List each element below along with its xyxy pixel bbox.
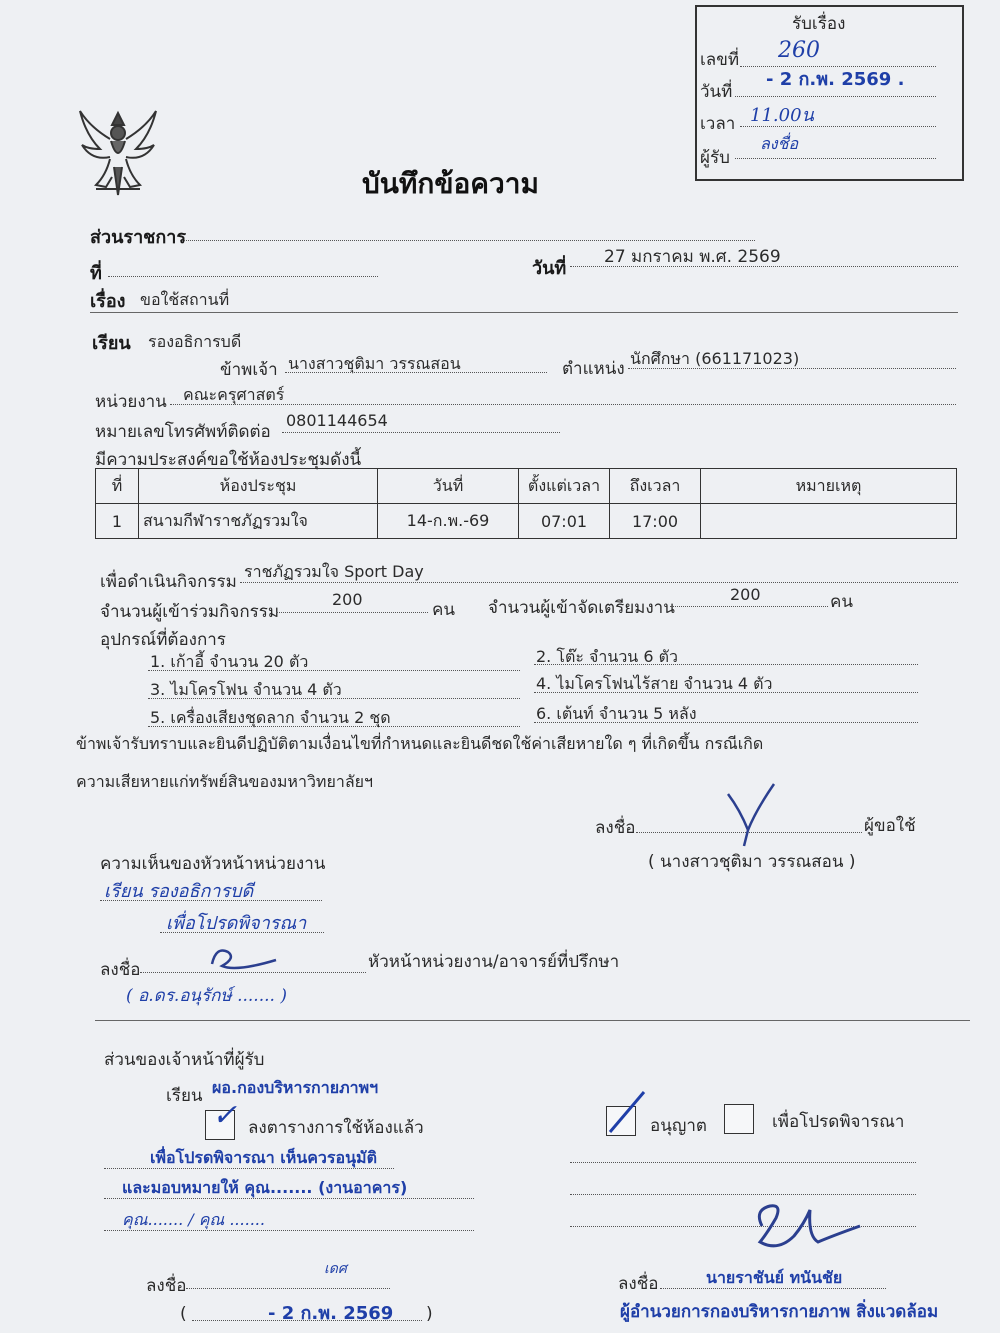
equipment-item: 1. เก้าอี้ จำนวน 20 ตัว [150, 652, 309, 671]
participants-value: 200 [332, 590, 363, 609]
agreement-line-1: ข้าพเจ้ารับทราบและยินดีปฏิบัติตามเงื่อนไขที่กำหนดและยินดีชดใช้ค่าเสียหายใด ๆ ที่เกิดขึ้น กรณีเกิด [76, 734, 764, 753]
staff-unit: คน [830, 592, 853, 612]
schedule-label: ลงตารางการใช้ห้องแล้ว [248, 1118, 424, 1138]
table-header: ถึงเวลา [610, 469, 701, 504]
officer-date-value: - 2 ก.พ. 2569 [268, 1303, 394, 1324]
head-role: หัวหน้าหน่วยงาน/อาจารย์ที่ปรึกษา [368, 952, 620, 972]
unit-value: คณะครุศาสตร์ [183, 385, 285, 404]
staff-label: จำนวนผู้เข้าจัดเตรียมงาน [488, 598, 675, 618]
activity-value: ราชภัฏรวมใจ Sport Day [244, 562, 424, 581]
head-opinion-line-2: เพื่อโปรดพิจารณา [166, 913, 307, 934]
to-label: เรียน [92, 333, 131, 354]
officer-note-line-2: และมอบหมายให้ คุณ....... (งานอาคาร) [122, 1178, 408, 1197]
officer-date-close-paren: ) [426, 1304, 433, 1324]
staff-value: 200 [730, 585, 761, 604]
table-cell: 14-ก.พ.-69 [378, 504, 519, 539]
director-name: นายราชันย์ ทนันชัย [706, 1268, 843, 1287]
participants-label: จำนวนผู้เข้าร่วมกิจกรรม [100, 602, 280, 622]
receipt-date-label: วันที่ [700, 82, 733, 102]
memo-title: บันทึกข้อความ [362, 167, 539, 200]
table-cell: 07:01 [519, 504, 610, 539]
head-name: ( อ.ดร.อนุรักษ์ ....... ) [126, 986, 287, 1006]
table-cell [701, 504, 957, 539]
head-opinion-line-1: เรียน รองอธิการบดี [104, 881, 254, 902]
agency-label: ส่วนราชการ [90, 227, 187, 248]
receipt-receiver-label: ผู้รับ [700, 148, 730, 168]
participants-unit: คน [432, 600, 455, 620]
approve-label: อนุญาต [650, 1116, 707, 1136]
unit-label: หน่วยงาน [95, 392, 167, 412]
requester-sign-label: ลงชื่อ [595, 818, 636, 838]
subject-label: เรื่อง [90, 291, 126, 312]
equipment-item: 3. ไมโครโฟน จำนวน 4 ตัว [150, 680, 342, 699]
table-header-row [96, 469, 957, 504]
phone-value: 0801144654 [286, 411, 388, 430]
head-sign-label: ลงชื่อ [100, 960, 141, 980]
receipt-number-label: เลขที่ [700, 50, 740, 70]
applicant-position-value: นักศึกษา (661171023) [630, 349, 800, 368]
memo-date-value: 27 มกราคม พ.ศ. 2569 [604, 247, 781, 267]
room-request-table [95, 468, 957, 539]
receipt-receiver-signature: ลงชื่อ [760, 134, 799, 153]
applicant-name-label: ข้าพเจ้า [220, 360, 278, 380]
receipt-number-value: 260 [778, 38, 820, 63]
table-header: ตั้งแต่เวลา [519, 469, 610, 504]
receipt-time-label: เวลา [700, 114, 736, 134]
purpose-intro: มีความประสงค์ขอใช้ห้องประชุมดังนี้ [95, 450, 362, 470]
consider-checkbox[interactable] [724, 1104, 754, 1134]
officer-section-label: ส่วนของเจ้าหน้าที่ผู้รับ [104, 1050, 265, 1070]
officer-note-line-3: คุณ....... / คุณ ....... [122, 1210, 265, 1229]
table-cell: 17:00 [610, 504, 701, 539]
equipment-item: 5. เครื่องเสียงชุดลาก จำนวน 2 ชุด [150, 708, 391, 727]
director-signature-mark [748, 1196, 868, 1262]
ref-label: ที่ [90, 263, 102, 284]
phone-label: หมายเลขโทรศัพท์ติดต่อ [95, 422, 271, 442]
table-row [96, 504, 957, 539]
table-header: ที่ [96, 469, 139, 504]
consider-label: เพื่อโปรดพิจารณา [772, 1112, 905, 1132]
officer-date-open-paren: ( [180, 1304, 187, 1324]
table-header: หมายเหตุ [701, 469, 957, 504]
requester-role: ผู้ขอใช้ [864, 816, 916, 836]
head-signature-mark [206, 942, 286, 978]
director-sign-label: ลงชื่อ [618, 1274, 659, 1294]
equipment-label: อุปกรณ์ที่ต้องการ [100, 630, 226, 650]
garuda-emblem-icon [76, 105, 160, 200]
officer-signature: เดศ [324, 1261, 347, 1277]
officer-to-value: ผอ.กองบริหารกายภาพฯ [212, 1078, 379, 1097]
schedule-check-mark-icon: ✓ [212, 1098, 238, 1133]
officer-to-label: เรียน [166, 1086, 203, 1106]
director-title: ผู้อำนวยการกองบริหารกายภาพ สิ่งแวดล้อม [620, 1302, 939, 1322]
officer-sign-label: ลงชื่อ [146, 1276, 187, 1296]
equipment-item: 2. โต๊ะ จำนวน 6 ตัว [536, 647, 678, 666]
table-cell: 1 [96, 504, 139, 539]
to-value: รองอธิการบดี [148, 332, 242, 351]
table-cell: สนามกีฬาราชภัฏรวมใจ [139, 504, 378, 539]
receipt-time-value: 11.00น [750, 105, 814, 126]
activity-label: เพื่อดำเนินกิจกรรม [100, 572, 237, 592]
equipment-item: 6. เต้นท์ จำนวน 5 หลัง [536, 704, 697, 723]
memo-date-label: วันที่ [532, 258, 567, 279]
officer-note-line-1: เพื่อโปรดพิจารณา เห็นควรอนุมัติ [150, 1148, 377, 1167]
head-opinion-label: ความเห็นของหัวหน้าหน่วยงาน [100, 854, 326, 874]
subject-value: ขอใช้สถานที่ [140, 290, 230, 309]
table-header: ห้องประชุม [139, 469, 378, 504]
agreement-line-2: ความเสียหายแก่ทรัพย์สินของมหาวิทยาลัยฯ [76, 772, 373, 791]
requester-name: ( นางสาวชุติมา วรรณสอน ) [648, 852, 856, 872]
applicant-position-label: ตำแหน่ง [562, 359, 625, 379]
equipment-item: 4. ไมโครโฟนไร้สาย จำนวน 4 ตัว [536, 674, 773, 693]
applicant-name-value: นางสาวชุติมา วรรณสอน [288, 354, 461, 373]
requester-signature-mark [722, 780, 782, 850]
receipt-title: รับเรื่อง [792, 14, 846, 34]
receipt-date-value: - 2 ก.พ. 2569 . [766, 69, 905, 90]
approve-check-mark-icon [604, 1088, 650, 1138]
table-header: วันที่ [378, 469, 519, 504]
